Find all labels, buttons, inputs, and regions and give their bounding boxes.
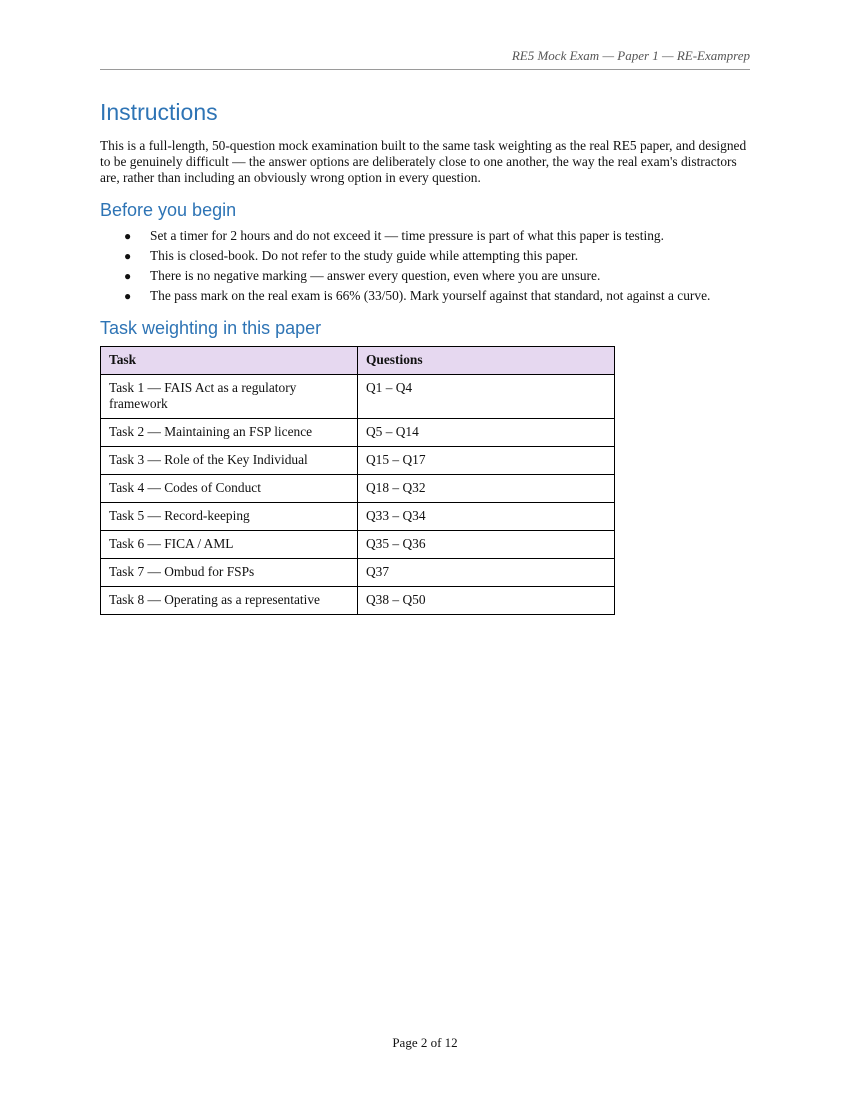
questions-cell: Q37 (358, 559, 615, 587)
task-weighting-heading: Task weighting in this paper (100, 318, 322, 338)
column-header-task: Task (101, 347, 358, 375)
page-number: Page 2 of 12 (392, 1035, 458, 1050)
instructions-heading: Instructions (100, 99, 218, 125)
list-item (100, 286, 750, 306)
bullet-icon: ● (124, 289, 132, 303)
questions-cell: Q35 – Q36 (358, 531, 615, 559)
task-cell: Task 3 — Role of the Key Individual (101, 447, 358, 475)
instructions-paragraph: This is a full-length, 50-question mock examination built to the same task weighting as the real RE5 paper, and designed to be genuinely difficult — the answer options are deliberately close to one another, the way the real exam's distractors are, rather than including an obviously wrong option in every question. (100, 138, 747, 185)
questions-cell: Q38 – Q50 (358, 587, 615, 615)
list-item (100, 266, 750, 286)
table-header-row (101, 347, 615, 375)
header-divider (100, 69, 750, 70)
table-row (101, 475, 615, 503)
table-row (101, 503, 615, 531)
before-you-begin-list (100, 226, 750, 306)
bullet-icon: ● (124, 269, 132, 283)
task-cell: Task 2 — Maintaining an FSP licence (101, 419, 358, 447)
questions-cell: Q15 – Q17 (358, 447, 615, 475)
task-cell: Task 8 — Operating as a representative (101, 587, 358, 615)
questions-cell: Q1 – Q4 (358, 375, 615, 419)
list-item-text: The pass mark on the real exam is 66% (33/50). Mark yourself against that standard, not against a curve. (150, 288, 711, 303)
questions-cell: Q5 – Q14 (358, 419, 615, 447)
column-header-questions: Questions (358, 347, 615, 375)
list-item-text: Set a timer for 2 hours and do not exceed it — time pressure is part of what this paper is testing. (150, 228, 664, 243)
task-cell: Task 4 — Codes of Conduct (101, 475, 358, 503)
table-row (101, 531, 615, 559)
list-item-text: This is closed-book. Do not refer to the study guide while attempting this paper. (150, 248, 579, 263)
before-you-begin-heading: Before you begin (100, 200, 237, 220)
questions-cell: Q33 – Q34 (358, 503, 615, 531)
table-row (101, 559, 615, 587)
task-cell: Task 1 — FAIS Act as a regulatory framework (101, 375, 358, 419)
list-item (100, 246, 750, 266)
task-cell: Task 7 — Ombud for FSPs (101, 559, 358, 587)
list-item (100, 226, 750, 246)
page-content (100, 96, 750, 615)
questions-cell: Q18 – Q32 (358, 475, 615, 503)
bullet-icon: ● (124, 249, 132, 263)
table-row (101, 375, 615, 419)
running-header: RE5 Mock Exam — Paper 1 — RE-Examprep (511, 48, 750, 63)
task-cell: Task 6 — FICA / AML (101, 531, 358, 559)
task-cell: Task 5 — Record-keeping (101, 503, 358, 531)
table-row (101, 587, 615, 615)
task-weighting-table (100, 346, 615, 615)
table-row (101, 447, 615, 475)
table-row (101, 419, 615, 447)
bullet-icon: ● (124, 229, 132, 243)
list-item-text: There is no negative marking — answer every question, even where you are unsure. (150, 268, 601, 283)
